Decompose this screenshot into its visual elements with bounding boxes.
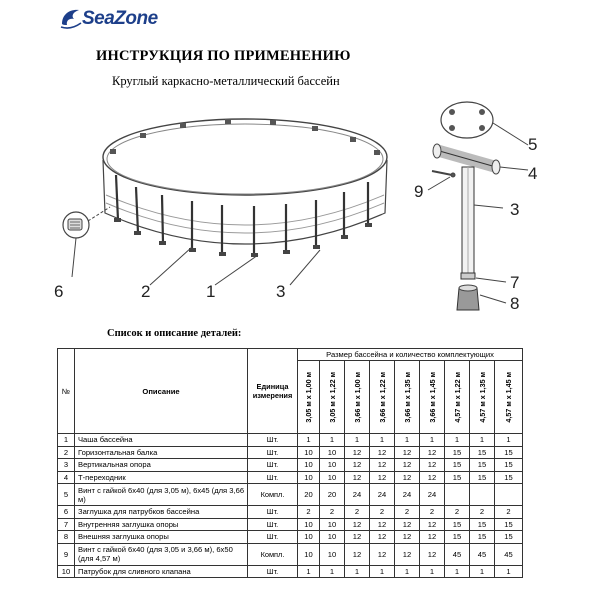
row-unit: Шт. — [248, 434, 298, 447]
quantity-cell: 12 — [345, 459, 370, 472]
quantity-cell: 12 — [420, 543, 445, 565]
quantity-cell: 12 — [345, 471, 370, 484]
size-label: 3,66 м х 1,00 м — [352, 371, 362, 423]
header-size-9 — [495, 361, 523, 434]
quantity-cell: 1 — [320, 434, 345, 447]
row-description: Чаша бассейна — [75, 434, 248, 447]
quantity-cell: 12 — [395, 446, 420, 459]
quantity-cell: 45 — [495, 543, 523, 565]
header-unit: Единица измерения — [248, 349, 298, 434]
quantity-cell: 15 — [495, 471, 523, 484]
row-description: Горизонтальная балка — [75, 446, 248, 459]
quantity-cell: 2 — [320, 506, 345, 519]
quantity-cell: 1 — [445, 434, 470, 447]
quantity-cell: 1 — [470, 434, 495, 447]
quantity-cell: 15 — [445, 471, 470, 484]
parts-table — [57, 348, 523, 578]
row-description: Внутренняя заглушка опоры — [75, 518, 248, 531]
row-unit: Компл. — [248, 543, 298, 565]
size-label: 4,57 м х 1,45 м — [504, 371, 514, 423]
size-label: 3,66 м х 1,45 м — [427, 371, 437, 423]
row-unit: Шт. — [248, 471, 298, 484]
row-unit: Шт. — [248, 446, 298, 459]
quantity-cell: 2 — [395, 506, 420, 519]
quantity-cell: 15 — [495, 531, 523, 544]
quantity-cell: 12 — [345, 518, 370, 531]
row-number: 7 — [58, 518, 75, 531]
quantity-cell: 15 — [495, 446, 523, 459]
quantity-cell: 24 — [345, 484, 370, 506]
quantity-cell: 2 — [420, 506, 445, 519]
row-number: 3 — [58, 459, 75, 472]
row-unit: Шт. — [248, 459, 298, 472]
quantity-cell: 24 — [370, 484, 395, 506]
quantity-cell: 1 — [345, 434, 370, 447]
row-number: 4 — [58, 471, 75, 484]
quantity-cell: 1 — [298, 434, 320, 447]
table-row — [58, 459, 523, 472]
quantity-cell: 2 — [470, 506, 495, 519]
quantity-cell: 20 — [320, 484, 345, 506]
row-unit: Шт. — [248, 518, 298, 531]
wave-logo-icon — [58, 6, 84, 32]
row-description: Вертикальная опора — [75, 459, 248, 472]
quantity-cell: 10 — [298, 446, 320, 459]
quantity-cell: 1 — [420, 565, 445, 578]
table-row — [58, 531, 523, 544]
quantity-cell — [495, 484, 523, 506]
quantity-cell: 2 — [370, 506, 395, 519]
quantity-cell: 12 — [395, 459, 420, 472]
quantity-cell: 1 — [298, 565, 320, 578]
quantity-cell — [445, 484, 470, 506]
quantity-cell: 1 — [320, 565, 345, 578]
quantity-cell: 10 — [298, 518, 320, 531]
row-description: Т-переходник — [75, 471, 248, 484]
size-label: 4,57 м х 1,35 м — [477, 371, 487, 423]
row-description: Внешняя заглушка опоры — [75, 531, 248, 544]
header-size-8 — [470, 361, 495, 434]
document-subtitle: Круглый каркасно-металлический бассейн — [112, 74, 340, 88]
row-unit: Шт. — [248, 531, 298, 544]
row-number: 9 — [58, 543, 75, 565]
quantity-cell: 12 — [370, 518, 395, 531]
quantity-cell: 15 — [445, 459, 470, 472]
quantity-cell: 15 — [470, 471, 495, 484]
quantity-cell: 1 — [470, 565, 495, 578]
row-description: Винт с гайкой 6х40 (для 3,05 и 3,66 м), 6х50 (для 4,57 м) — [75, 543, 248, 565]
table-row — [58, 518, 523, 531]
quantity-cell: 1 — [395, 565, 420, 578]
quantity-cell: 12 — [395, 531, 420, 544]
quantity-cell: 10 — [298, 471, 320, 484]
table-row — [58, 543, 523, 565]
quantity-cell: 15 — [445, 446, 470, 459]
size-label: 3,05 м х 1,22 м — [327, 371, 337, 423]
quantity-cell: 12 — [370, 446, 395, 459]
quantity-cell: 10 — [320, 518, 345, 531]
quantity-cell: 45 — [470, 543, 495, 565]
row-number: 2 — [58, 446, 75, 459]
header-size-4 — [370, 361, 395, 434]
brand-name: SeaZone — [82, 8, 158, 29]
quantity-cell: 12 — [395, 518, 420, 531]
quantity-cell: 10 — [298, 531, 320, 544]
callout-label: 3 — [510, 200, 520, 219]
quantity-cell: 1 — [370, 434, 395, 447]
size-label: 3,66 м х 1,35 м — [402, 371, 412, 423]
row-description: Заглушка для патрубков бассейна — [75, 506, 248, 519]
quantity-cell: 15 — [470, 518, 495, 531]
callout-label: 3 — [276, 282, 286, 301]
callout-label: 5 — [528, 135, 538, 154]
row-number: 10 — [58, 565, 75, 578]
table-row — [58, 471, 523, 484]
quantity-cell: 1 — [395, 434, 420, 447]
size-label: 4,57 м х 1,22 м — [452, 371, 462, 423]
quantity-cell: 12 — [370, 471, 395, 484]
row-unit: Шт. — [248, 506, 298, 519]
row-number: 1 — [58, 434, 75, 447]
quantity-cell: 12 — [370, 531, 395, 544]
quantity-cell: 1 — [345, 565, 370, 578]
row-description: Винт с гайкой 6х40 (для 3,05 м), 6х45 (для 3,66 м) — [75, 484, 248, 506]
pool-illustration — [63, 119, 387, 285]
quantity-cell: 45 — [445, 543, 470, 565]
quantity-cell: 1 — [420, 434, 445, 447]
quantity-cell: 1 — [370, 565, 395, 578]
quantity-cell: 24 — [395, 484, 420, 506]
header-size-6 — [420, 361, 445, 434]
table-row — [58, 484, 523, 506]
quantity-cell: 15 — [445, 518, 470, 531]
quantity-cell: 12 — [420, 459, 445, 472]
quantity-cell: 15 — [495, 459, 523, 472]
header-sizes-group: Размер бассейна и количество комплектующих — [298, 349, 523, 361]
quantity-cell — [470, 484, 495, 506]
quantity-cell: 20 — [298, 484, 320, 506]
header-number: № — [58, 349, 75, 434]
quantity-cell: 10 — [298, 543, 320, 565]
callout-label: 1 — [206, 282, 216, 301]
quantity-cell: 12 — [420, 518, 445, 531]
quantity-cell: 1 — [495, 565, 523, 578]
quantity-cell: 15 — [470, 446, 495, 459]
header-description: Описание — [75, 349, 248, 434]
quantity-cell: 2 — [445, 506, 470, 519]
quantity-cell: 12 — [420, 446, 445, 459]
header-size-3 — [345, 361, 370, 434]
table-row — [58, 506, 523, 519]
row-unit: Шт. — [248, 565, 298, 578]
row-number: 5 — [58, 484, 75, 506]
row-unit: Компл. — [248, 484, 298, 506]
quantity-cell: 10 — [320, 531, 345, 544]
callout-label: 2 — [141, 282, 151, 301]
callout-label: 4 — [528, 164, 538, 183]
brand-logo — [58, 6, 158, 32]
header-size-1 — [298, 361, 320, 434]
quantity-cell: 15 — [495, 518, 523, 531]
size-label: 3,66 м х 1,22 м — [377, 371, 387, 423]
parts-list-title: Список и описание деталей: — [107, 328, 242, 339]
callout-label: 9 — [414, 182, 424, 201]
quantity-cell: 10 — [320, 446, 345, 459]
quantity-cell: 1 — [495, 434, 523, 447]
quantity-cell: 2 — [345, 506, 370, 519]
header-size-2 — [320, 361, 345, 434]
quantity-cell: 10 — [298, 459, 320, 472]
quantity-cell: 12 — [370, 543, 395, 565]
size-label: 3,05 м х 1,00 м — [304, 371, 313, 423]
quantity-cell: 15 — [470, 531, 495, 544]
quantity-cell: 2 — [495, 506, 523, 519]
table-row — [58, 565, 523, 578]
quantity-cell: 10 — [320, 471, 345, 484]
quantity-cell: 15 — [445, 531, 470, 544]
quantity-cell: 12 — [395, 471, 420, 484]
quantity-cell: 24 — [420, 484, 445, 506]
quantity-cell: 10 — [320, 459, 345, 472]
table-row — [58, 446, 523, 459]
callout-label: 6 — [54, 282, 64, 301]
document-title: ИНСТРУКЦИЯ ПО ПРИМЕНЕНИЮ — [96, 48, 351, 64]
row-number: 6 — [58, 506, 75, 519]
quantity-cell: 15 — [470, 459, 495, 472]
row-number: 8 — [58, 531, 75, 544]
quantity-cell: 12 — [395, 543, 420, 565]
quantity-cell: 12 — [370, 459, 395, 472]
callout-label: 7 — [510, 273, 520, 292]
callout-label: 8 — [510, 294, 520, 313]
quantity-cell: 12 — [420, 531, 445, 544]
quantity-cell: 2 — [298, 506, 320, 519]
table-row — [58, 434, 523, 447]
pool-diagram — [0, 95, 600, 323]
row-description: Патрубок для сливного клапана — [75, 565, 248, 578]
quantity-cell: 12 — [345, 531, 370, 544]
quantity-cell: 10 — [320, 543, 345, 565]
quantity-cell: 12 — [345, 446, 370, 459]
header-size-7 — [445, 361, 470, 434]
quantity-cell: 12 — [420, 471, 445, 484]
quantity-cell: 1 — [445, 565, 470, 578]
quantity-cell: 12 — [345, 543, 370, 565]
header-size-5 — [395, 361, 420, 434]
